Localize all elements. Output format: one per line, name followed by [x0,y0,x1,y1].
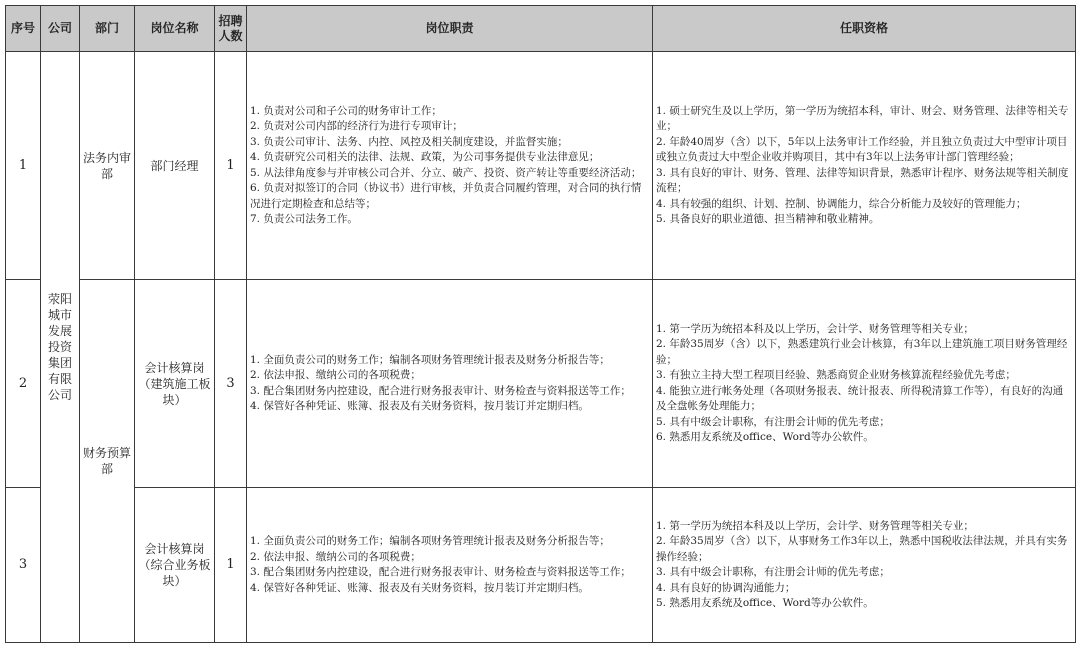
table-row [6,280,1076,488]
headcount-cell: 1 [215,52,247,280]
duty-item: 2. 负责对公司内部的经济行为进行专项审计； [250,120,463,132]
duties-cell [247,52,653,280]
header-seq: 序号 [6,6,41,52]
duty-item: 6. 负责对拟签订的合同（协议书）进行审核，并负责合同履约管理，对合同的执行情况进行定期检查和总结等； [250,182,642,210]
duty-item: 1. 全面负责公司的财务工作；编制各项财务管理统计报表及财务分析报告等； [250,535,610,547]
company-cell: 荥阳城市发展投资集团有限公司 [41,52,80,643]
requirement-item: 1. 第一学历为统招本科及以上学历，会计学、财务管理等相关专业； [656,519,974,532]
requirement-item: 3. 具有良好的审计、财务、管理、法律等知识背景，熟悉审计程序、财务法规等相关制度流程； [656,166,1069,194]
requirement-item: 4. 能独立进行帐务处理（各项财务报表、统计报表、所得税清算工作等），有良好的沟通及全盘帐务处理能力； [656,384,1064,412]
duty-item: 4. 保管好各种凭证、账簿、报表及有关财务资料，按月装订并定期归档。 [250,400,589,412]
department-cell: 法务内审部 [80,52,135,280]
header-duties: 岗位职责 [247,6,653,52]
requirement-item: 1. 第一学历为统招本科及以上学历，会计学、财务管理等相关专业； [656,322,974,335]
requirements-cell [653,52,1076,280]
requirement-item: 6. 熟悉用友系统及office、Word等办公软件。 [656,431,874,443]
requirement-item: 5. 具有中级会计职称，有注册会计师的优先考虑； [656,415,890,428]
header-department: 部门 [80,6,135,52]
header-headcount: 招聘人数 [215,6,247,52]
requirement-item: 5. 具备良好的职业道德、担当精神和敬业精神。 [656,213,880,225]
requirement-item: 3. 有独立主持大型工程项目经验、熟悉商贸企业财务核算流程经验优先考虑； [656,369,1016,381]
header-row [6,6,1076,52]
duty-item: 3. 配合集团财务内控建设，配合进行财务报表审计、财务检查与资料报送等工作； [250,566,631,578]
duty-item: 3. 配合集团财务内控建设，配合进行财务报表审计、财务检查与资料报送等工作； [250,384,631,397]
duty-item: 7. 负责公司法务工作。 [250,213,358,225]
recruitment-table [5,5,1076,643]
requirement-item: 1. 硕士研究生及以上学历，第一学历为统招本科，审计、财会、财务管理、法律等相关专业； [656,104,1069,132]
duty-item: 4. 负责研究公司相关的法律、法规、政策，为公司事务提供专业法律意见； [250,151,600,163]
position-cell: 会计核算岗（综合业务板块） [135,488,215,643]
position-cell: 会计核算岗（建筑施工板块） [135,280,215,488]
header-company: 公司 [41,6,80,52]
headcount-cell: 1 [215,488,247,643]
duty-item: 1. 全面负责公司的财务工作；编制各项财务管理统计报表及财务分析报告等； [250,353,610,366]
requirements-cell [653,280,1076,488]
table-row [6,52,1076,280]
requirements-cell [653,488,1076,643]
header-requirements: 任职资格 [653,6,1076,52]
table-row [6,488,1076,643]
duties-cell [247,280,653,488]
position-cell: 部门经理 [135,52,215,280]
requirement-item: 2. 年龄35周岁（含）以下，从事财务工作3年以上，熟悉中国税收法律法规，并具有实务操作经验； [656,535,1068,563]
header-position: 岗位名称 [135,6,215,52]
department-cell: 财务预算部 [80,280,135,643]
duty-item: 1. 负责对公司和子公司的财务审计工作； [250,104,442,117]
requirement-item: 4. 具有良好的协调沟通能力； [656,581,796,594]
requirement-item: 4. 具有较强的组织、计划、控制、协调能力，综合分析能力及较好的管理能力； [656,197,1027,210]
requirement-item: 5. 熟悉用友系统及office、Word等办公软件。 [656,597,874,609]
row-seq: 3 [6,488,41,643]
duty-item: 4. 保管好各种凭证、账簿、报表及有关财务资料，按月装订并定期归档。 [250,581,589,594]
duty-item: 3. 负责公司审计、法务、内控、风控及相关制度建设，并监督实施； [250,135,568,148]
requirement-item: 2. 年龄35周岁（含）以下，熟悉建筑行业会计核算，有3年以上建筑施工项目财务管理经验； [656,338,1068,366]
duty-item: 2. 依法申报、缴纳公司的各项税费； [250,369,421,381]
requirement-item: 3. 具有中级会计职称，有注册会计师的优先考虑； [656,566,890,578]
duties-cell [247,488,653,643]
row-seq: 1 [6,52,41,280]
requirement-item: 2. 年龄40周岁（含）以下，5年以上法务审计工作经验，并且独立负责过大中型审计项目或独立负责过大中型企业收并购项目，其中有3年以上法务审计部门管理经验； [656,135,1068,163]
headcount-cell: 3 [215,280,247,488]
duty-item: 2. 依法申报、缴纳公司的各项税费； [250,550,421,563]
row-seq: 2 [6,280,41,488]
duty-item: 5. 从法律角度参与并审核公司合并、分立、破产、投资、资产转让等重要经济活动； [250,166,642,179]
